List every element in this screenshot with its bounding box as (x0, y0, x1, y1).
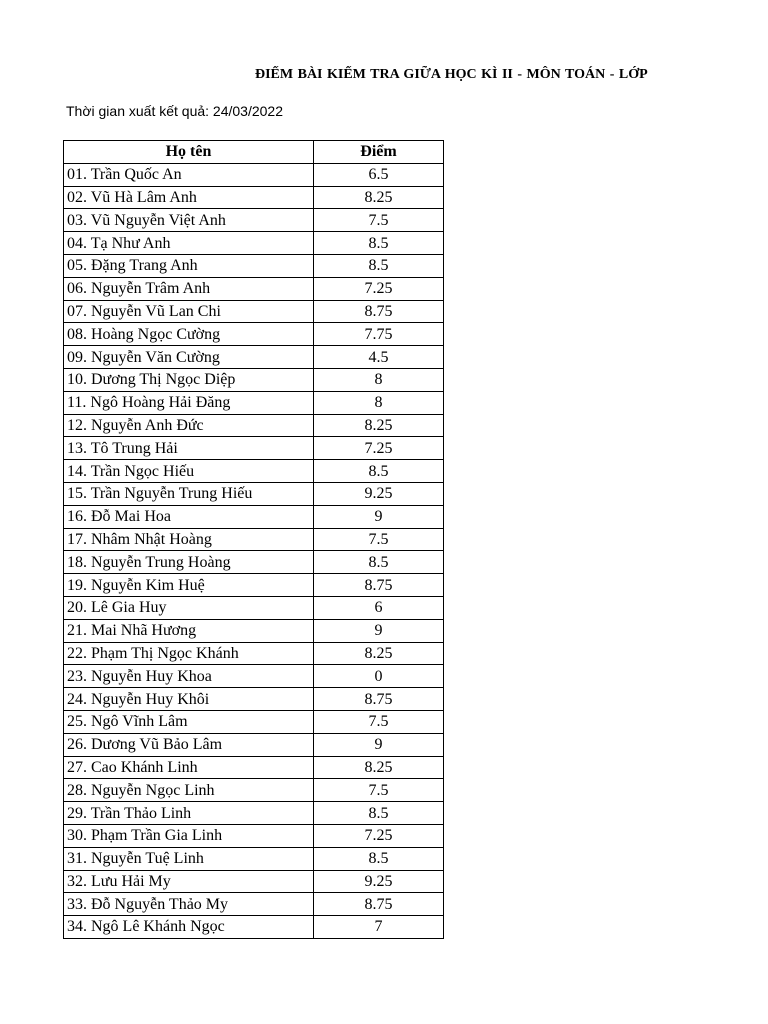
table-row (64, 802, 444, 825)
student-name-cell: 03. Vũ Nguyễn Việt Anh (64, 209, 314, 232)
score-cell: 7.5 (314, 779, 444, 802)
student-name-cell: 21. Mai Nhã Hương (64, 619, 314, 642)
student-name-cell: 22. Phạm Thị Ngọc Khánh (64, 642, 314, 665)
student-name-cell: 04. Tạ Như Anh (64, 232, 314, 255)
score-cell: 8.5 (314, 847, 444, 870)
student-name-cell: 26. Dương Vũ Bảo Lâm (64, 733, 314, 756)
table-row (64, 619, 444, 642)
score-cell: 9.25 (314, 482, 444, 505)
student-name-cell: 09. Nguyễn Văn Cường (64, 346, 314, 369)
student-name-cell: 07. Nguyễn Vũ Lan Chi (64, 300, 314, 323)
table-row (64, 756, 444, 779)
name-column-header: Họ tên (64, 141, 314, 164)
score-cell: 7 (314, 916, 444, 939)
score-cell: 8.75 (314, 574, 444, 597)
score-cell: 8 (314, 391, 444, 414)
table-row (64, 300, 444, 323)
score-cell: 8.75 (314, 688, 444, 711)
score-cell: 8.25 (314, 186, 444, 209)
student-name-cell: 11. Ngô Hoàng Hải Đăng (64, 391, 314, 414)
score-cell: 7.25 (314, 437, 444, 460)
score-cell: 9 (314, 733, 444, 756)
score-cell: 7.25 (314, 824, 444, 847)
score-cell: 6 (314, 596, 444, 619)
table-row (64, 847, 444, 870)
student-name-cell: 18. Nguyễn Trung Hoàng (64, 551, 314, 574)
student-name-cell: 01. Trần Quốc An (64, 163, 314, 186)
score-cell: 8.5 (314, 460, 444, 483)
score-cell: 9 (314, 505, 444, 528)
table-row (64, 460, 444, 483)
student-name-cell: 25. Ngô Vĩnh Lâm (64, 710, 314, 733)
student-name-cell: 20. Lê Gia Huy (64, 596, 314, 619)
student-name-cell: 27. Cao Khánh Linh (64, 756, 314, 779)
table-row (64, 733, 444, 756)
table-row (64, 893, 444, 916)
student-name-cell: 34. Ngô Lê Khánh Ngọc (64, 916, 314, 939)
table-row (64, 163, 444, 186)
table-row (64, 254, 444, 277)
table-row (64, 710, 444, 733)
student-name-cell: 31. Nguyễn Tuệ Linh (64, 847, 314, 870)
student-name-cell: 14. Trần Ngọc Hiếu (64, 460, 314, 483)
student-name-cell: 16. Đỗ Mai Hoa (64, 505, 314, 528)
table-row (64, 574, 444, 597)
table-row (64, 505, 444, 528)
score-cell: 7.5 (314, 710, 444, 733)
student-name-cell: 23. Nguyễn Huy Khoa (64, 665, 314, 688)
table-row (64, 323, 444, 346)
score-cell: 0 (314, 665, 444, 688)
score-cell: 8.25 (314, 756, 444, 779)
table-row (64, 665, 444, 688)
table-row (64, 870, 444, 893)
score-cell: 4.5 (314, 346, 444, 369)
table-row (64, 391, 444, 414)
score-cell: 8.25 (314, 642, 444, 665)
score-cell: 9 (314, 619, 444, 642)
student-name-cell: 30. Phạm Trần Gia Linh (64, 824, 314, 847)
student-name-cell: 15. Trần Nguyễn Trung Hiếu (64, 482, 314, 505)
table-row (64, 346, 444, 369)
score-table-body (64, 163, 444, 938)
score-cell: 8.5 (314, 232, 444, 255)
student-name-cell: 32. Lưu Hải My (64, 870, 314, 893)
score-cell: 7.75 (314, 323, 444, 346)
table-row (64, 824, 444, 847)
student-name-cell: 02. Vũ Hà Lâm Anh (64, 186, 314, 209)
score-cell: 7.25 (314, 277, 444, 300)
student-name-cell: 19. Nguyễn Kim Huệ (64, 574, 314, 597)
student-name-cell: 24. Nguyễn Huy Khôi (64, 688, 314, 711)
table-row (64, 437, 444, 460)
score-cell: 8.75 (314, 893, 444, 916)
score-cell: 8.75 (314, 300, 444, 323)
score-cell: 8.25 (314, 414, 444, 437)
student-name-cell: 10. Dương Thị Ngọc Diệp (64, 368, 314, 391)
score-column-header: Điểm (314, 141, 444, 164)
table-row (64, 596, 444, 619)
student-name-cell: 29. Trần Thảo Linh (64, 802, 314, 825)
student-name-cell: 06. Nguyễn Trâm Anh (64, 277, 314, 300)
student-name-cell: 17. Nhâm Nhật Hoàng (64, 528, 314, 551)
table-row (64, 528, 444, 551)
table-row (64, 482, 444, 505)
table-row (64, 368, 444, 391)
score-cell: 9.25 (314, 870, 444, 893)
table-row (64, 414, 444, 437)
score-cell: 7.5 (314, 528, 444, 551)
student-name-cell: 33. Đỗ Nguyễn Thảo My (64, 893, 314, 916)
score-cell: 8.5 (314, 802, 444, 825)
student-name-cell: 28. Nguyễn Ngọc Linh (64, 779, 314, 802)
table-row (64, 186, 444, 209)
table-row (64, 277, 444, 300)
table-row (64, 209, 444, 232)
student-name-cell: 12. Nguyễn Anh Đức (64, 414, 314, 437)
student-name-cell: 13. Tô Trung Hải (64, 437, 314, 460)
student-name-cell: 05. Đặng Trang Anh (64, 254, 314, 277)
score-cell: 8 (314, 368, 444, 391)
table-header-row (64, 141, 444, 164)
score-cell: 8.5 (314, 551, 444, 574)
score-cell: 7.5 (314, 209, 444, 232)
table-row (64, 916, 444, 939)
score-cell: 8.5 (314, 254, 444, 277)
score-table (63, 140, 444, 939)
page-title: ĐIỂM BÀI KIỂM TRA GIỮA HỌC KÌ II - MÔN TOÁN - LỚP (255, 67, 648, 82)
table-row (64, 779, 444, 802)
student-name-cell: 08. Hoàng Ngọc Cường (64, 323, 314, 346)
table-row (64, 232, 444, 255)
export-time: Thời gian xuất kết quả: 24/03/2022 (66, 103, 283, 119)
table-row (64, 551, 444, 574)
score-cell: 6.5 (314, 163, 444, 186)
table-row (64, 688, 444, 711)
table-row (64, 642, 444, 665)
